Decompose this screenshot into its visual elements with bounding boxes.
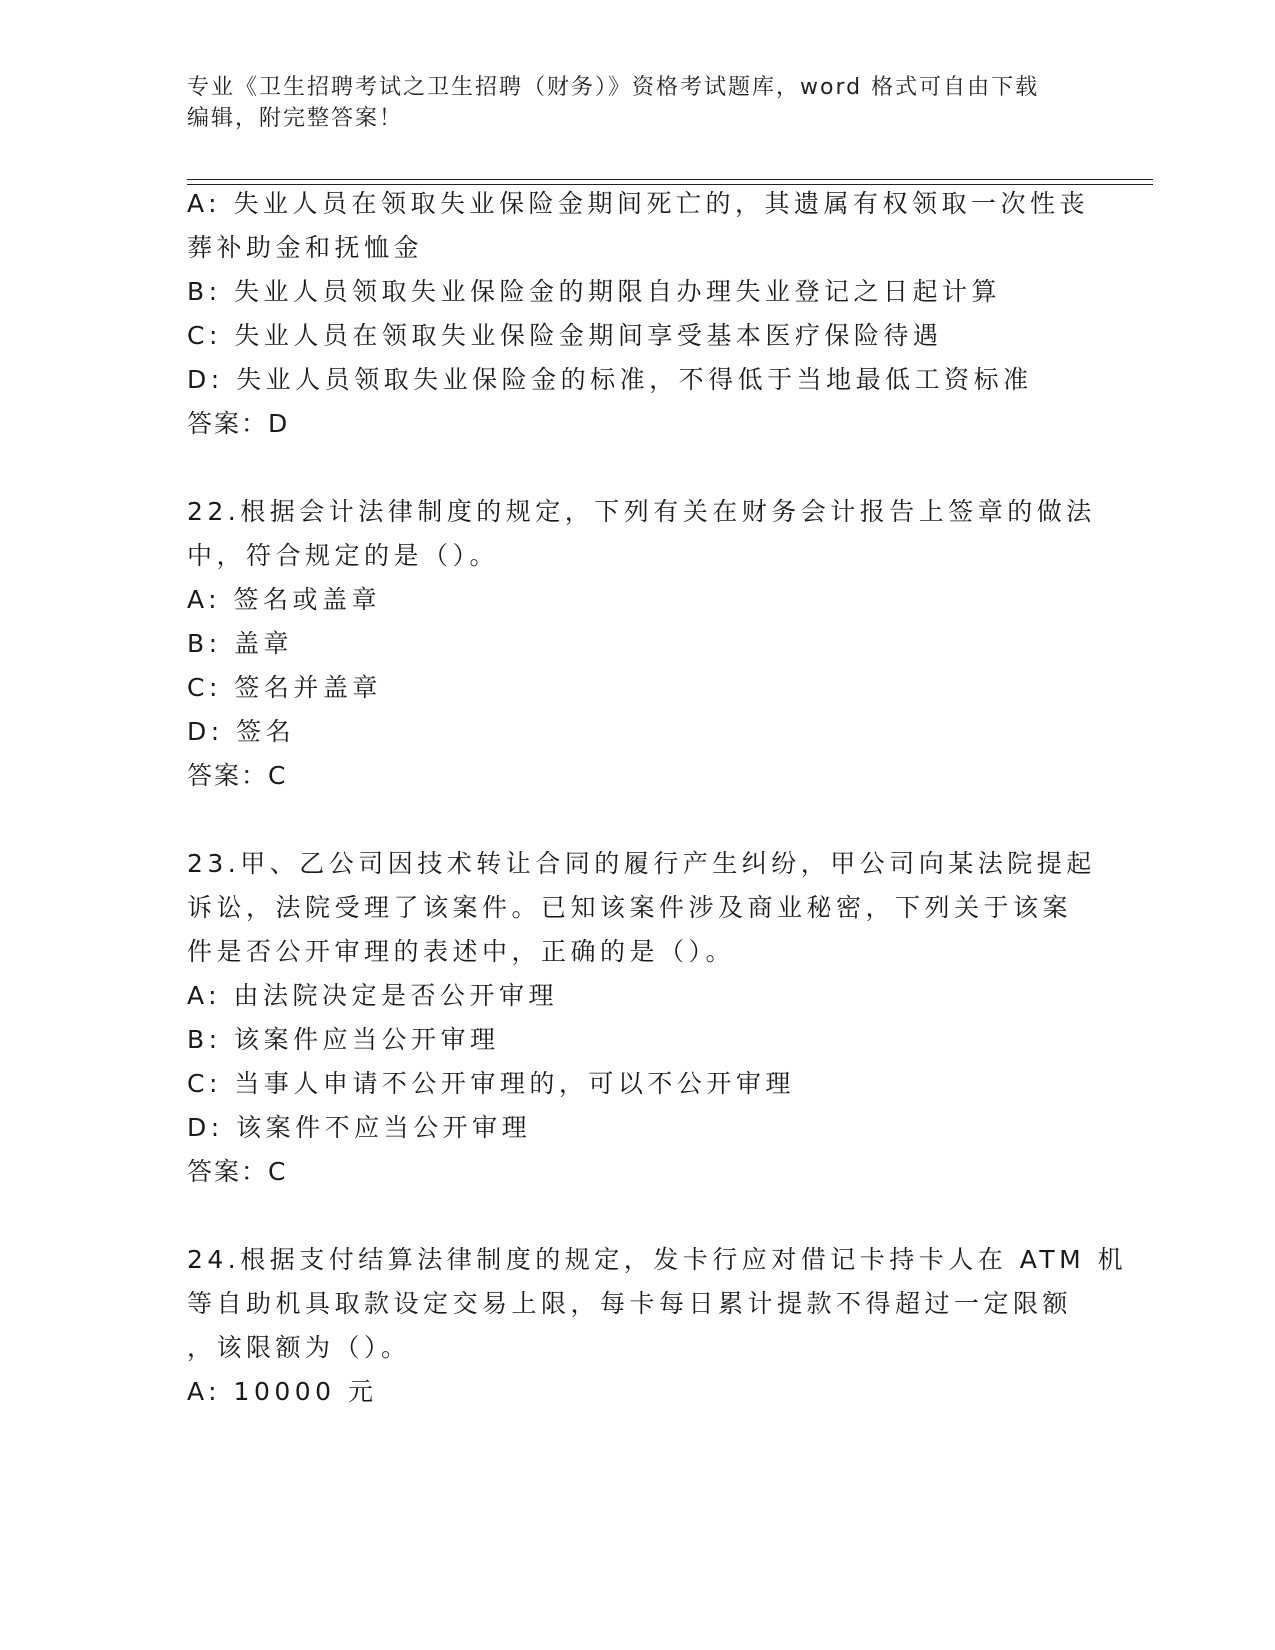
q21-answer: 答案：D — [187, 409, 290, 438]
q21-option-a-line1: A: 失业人员在领取失业保险金期间死亡的，其遗属有权领取一次性丧 — [187, 189, 1090, 218]
q21-option-d: D: 失业人员领取失业保险金的标准，不得低于当地最低工资标准 — [187, 365, 1033, 394]
header-title-line2: 编辑，附完整答案！ — [187, 106, 404, 131]
q24-stem-line2: 等自助机具取款设定交易上限，每卡每日累计提款不得超过一定限额 — [187, 1289, 1073, 1318]
document-header — [187, 72, 1067, 134]
q23-stem-line3: 件是否公开审理的表述中，正确的是（）。 — [187, 937, 736, 966]
q23-option-c: C: 当事人申请不公开审理的，可以不公开审理 — [187, 1069, 795, 1098]
q23-option-d: D: 该案件不应当公开审理 — [187, 1113, 532, 1142]
q21-option-b: B: 失业人员领取失业保险金的期限自办理失业登记之日起计算 — [187, 277, 1002, 306]
header-divider-top — [187, 179, 1153, 180]
q23-option-b: B: 该案件应当公开审理 — [187, 1025, 500, 1054]
q21-option-c: C: 失业人员在领取失业保险金期间享受基本医疗保险待遇 — [187, 321, 943, 350]
q23-stem-line1: 23.甲、乙公司因技术转让合同的履行产生纠纷，甲公司向某法院提起 — [187, 849, 1096, 878]
q22-stem-line1: 22.根据会计法律制度的规定，下列有关在财务会计报告上签章的做法 — [187, 497, 1096, 526]
q22-option-d: D: 签名 — [187, 717, 296, 746]
q23-option-a: A: 由法院决定是否公开审理 — [187, 981, 559, 1010]
q23-answer: 答案：C — [187, 1157, 288, 1186]
q22-option-c: C: 签名并盖章 — [187, 673, 382, 702]
q21-option-a-line2: 葬补助金和抚恤金 — [187, 233, 424, 262]
q24-stem-line3: ，该限额为（）。 — [187, 1333, 411, 1362]
q24-option-a: A: 10000 元 — [187, 1377, 378, 1406]
q22-answer: 答案：C — [187, 761, 288, 790]
q24-stem-line1: 24.根据支付结算法律制度的规定，发卡行应对借记卡持卡人在 ATM 机 — [187, 1245, 1128, 1274]
q22-stem-line2: 中，符合规定的是（）。 — [187, 541, 500, 570]
header-title-line1: 专业《卫生招聘考试之卫生招聘（财务）》资格考试题库，word 格式可自由下载 — [187, 75, 1040, 100]
q23-stem-line2: 诉讼，法院受理了该案件。已知该案件涉及商业秘密，下列关于该案 — [187, 893, 1073, 922]
q22-option-a: A: 签名或盖章 — [187, 585, 382, 614]
q22-option-b: B: 盖章 — [187, 629, 294, 658]
header-divider-bottom — [187, 184, 1153, 185]
